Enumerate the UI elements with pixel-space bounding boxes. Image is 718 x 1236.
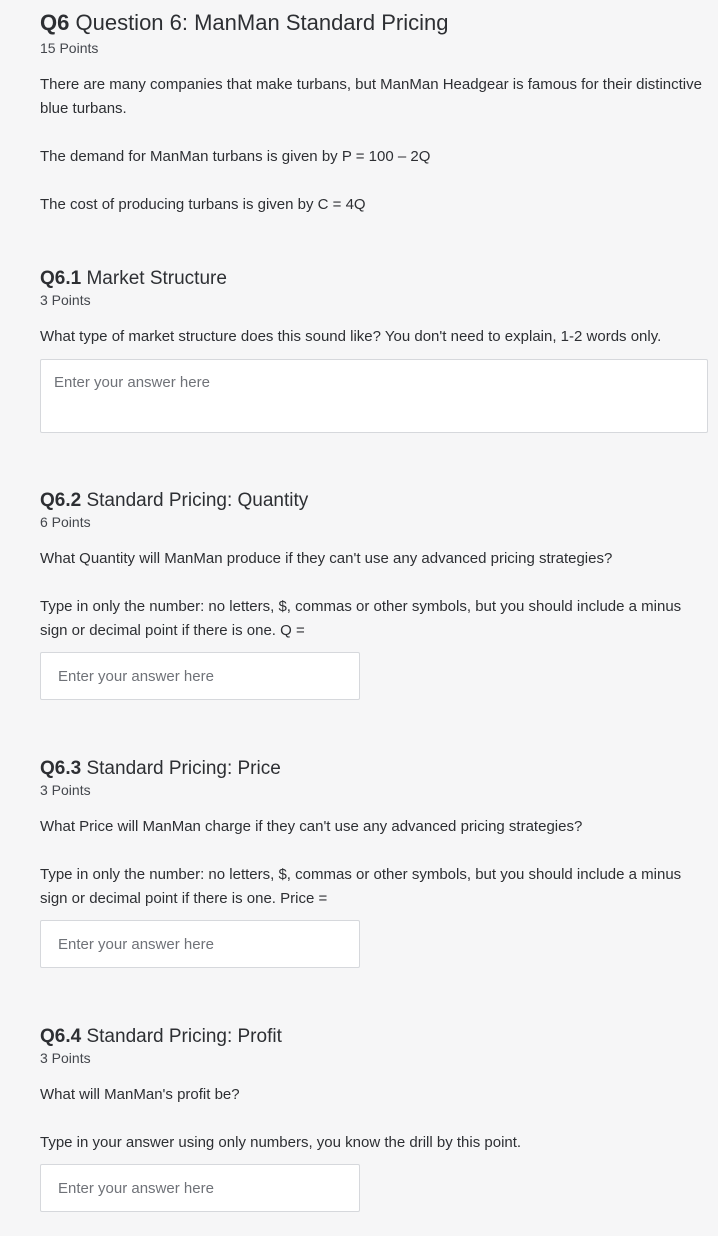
- question-points: 15 Points: [40, 40, 99, 56]
- answer-field-q6-2[interactable]: [40, 652, 360, 700]
- part-number: Q6.1: [40, 268, 82, 289]
- part-q6-2-instruction: Type in only the number: no letters, $, commas or other symbols, but you should include a minus sign or decimal point if there is one. Q =: [40, 598, 682, 639]
- part-q6-4-instruction: Type in your answer using only numbers, you know the drill by this point.: [40, 1134, 522, 1151]
- answer-field-q6-4[interactable]: [40, 1164, 360, 1212]
- part-number: Q6.2: [40, 490, 82, 511]
- part-title: [40, 757, 708, 781]
- part-title: [40, 1025, 708, 1049]
- part-points: 3 Points: [40, 1050, 91, 1066]
- part-q6-2-header: [40, 489, 708, 531]
- part-title-text: Standard Pricing: Profit: [86, 1026, 282, 1047]
- part-number: Q6.3: [40, 758, 82, 779]
- question-intro: There are many companies that make turbans, but ManMan Headgear is famous for their distinctive blue turbans.: [40, 76, 702, 117]
- part-q6-3-header: [40, 757, 708, 799]
- part-title: [40, 267, 708, 291]
- answer-field-q6-3[interactable]: [40, 920, 360, 968]
- part-title-text: Market Structure: [86, 268, 227, 289]
- question-title-text: Question 6: ManMan Standard Pricing: [75, 10, 449, 35]
- question-title: [40, 9, 708, 37]
- part-q6-3-instruction: Type in only the number: no letters, $, commas or other symbols, but you should include a minus sign or decimal point if there is one. Price =: [40, 866, 682, 907]
- part-points: 3 Points: [40, 292, 91, 308]
- part-q6-4-header: [40, 1025, 708, 1067]
- part-number: Q6.4: [40, 1026, 82, 1047]
- part-title-text: Standard Pricing: Price: [86, 758, 281, 779]
- part-points: 3 Points: [40, 782, 91, 798]
- part-q6-2-prompt: What Quantity will ManMan produce if they can't use any advanced pricing strategies?: [40, 550, 613, 567]
- part-q6-1-header: [40, 267, 708, 309]
- part-q6-4-prompt: What will ManMan's profit be?: [40, 1086, 240, 1103]
- part-points: 6 Points: [40, 514, 91, 530]
- part-title-text: Standard Pricing: Quantity: [86, 490, 309, 511]
- part-q6-1-prompt: What type of market structure does this sound like? You don't need to explain, 1-2 words only.: [40, 328, 662, 345]
- cost-equation: The cost of producing turbans is given by C = 4Q: [40, 196, 366, 213]
- answer-field-q6-1[interactable]: [40, 359, 708, 433]
- demand-equation: The demand for ManMan turbans is given by P = 100 – 2Q: [40, 148, 431, 165]
- question-number: Q6: [40, 10, 70, 35]
- question-header: [40, 9, 708, 57]
- part-title: [40, 489, 708, 513]
- part-q6-3-prompt: What Price will ManMan charge if they can't use any advanced pricing strategies?: [40, 818, 583, 835]
